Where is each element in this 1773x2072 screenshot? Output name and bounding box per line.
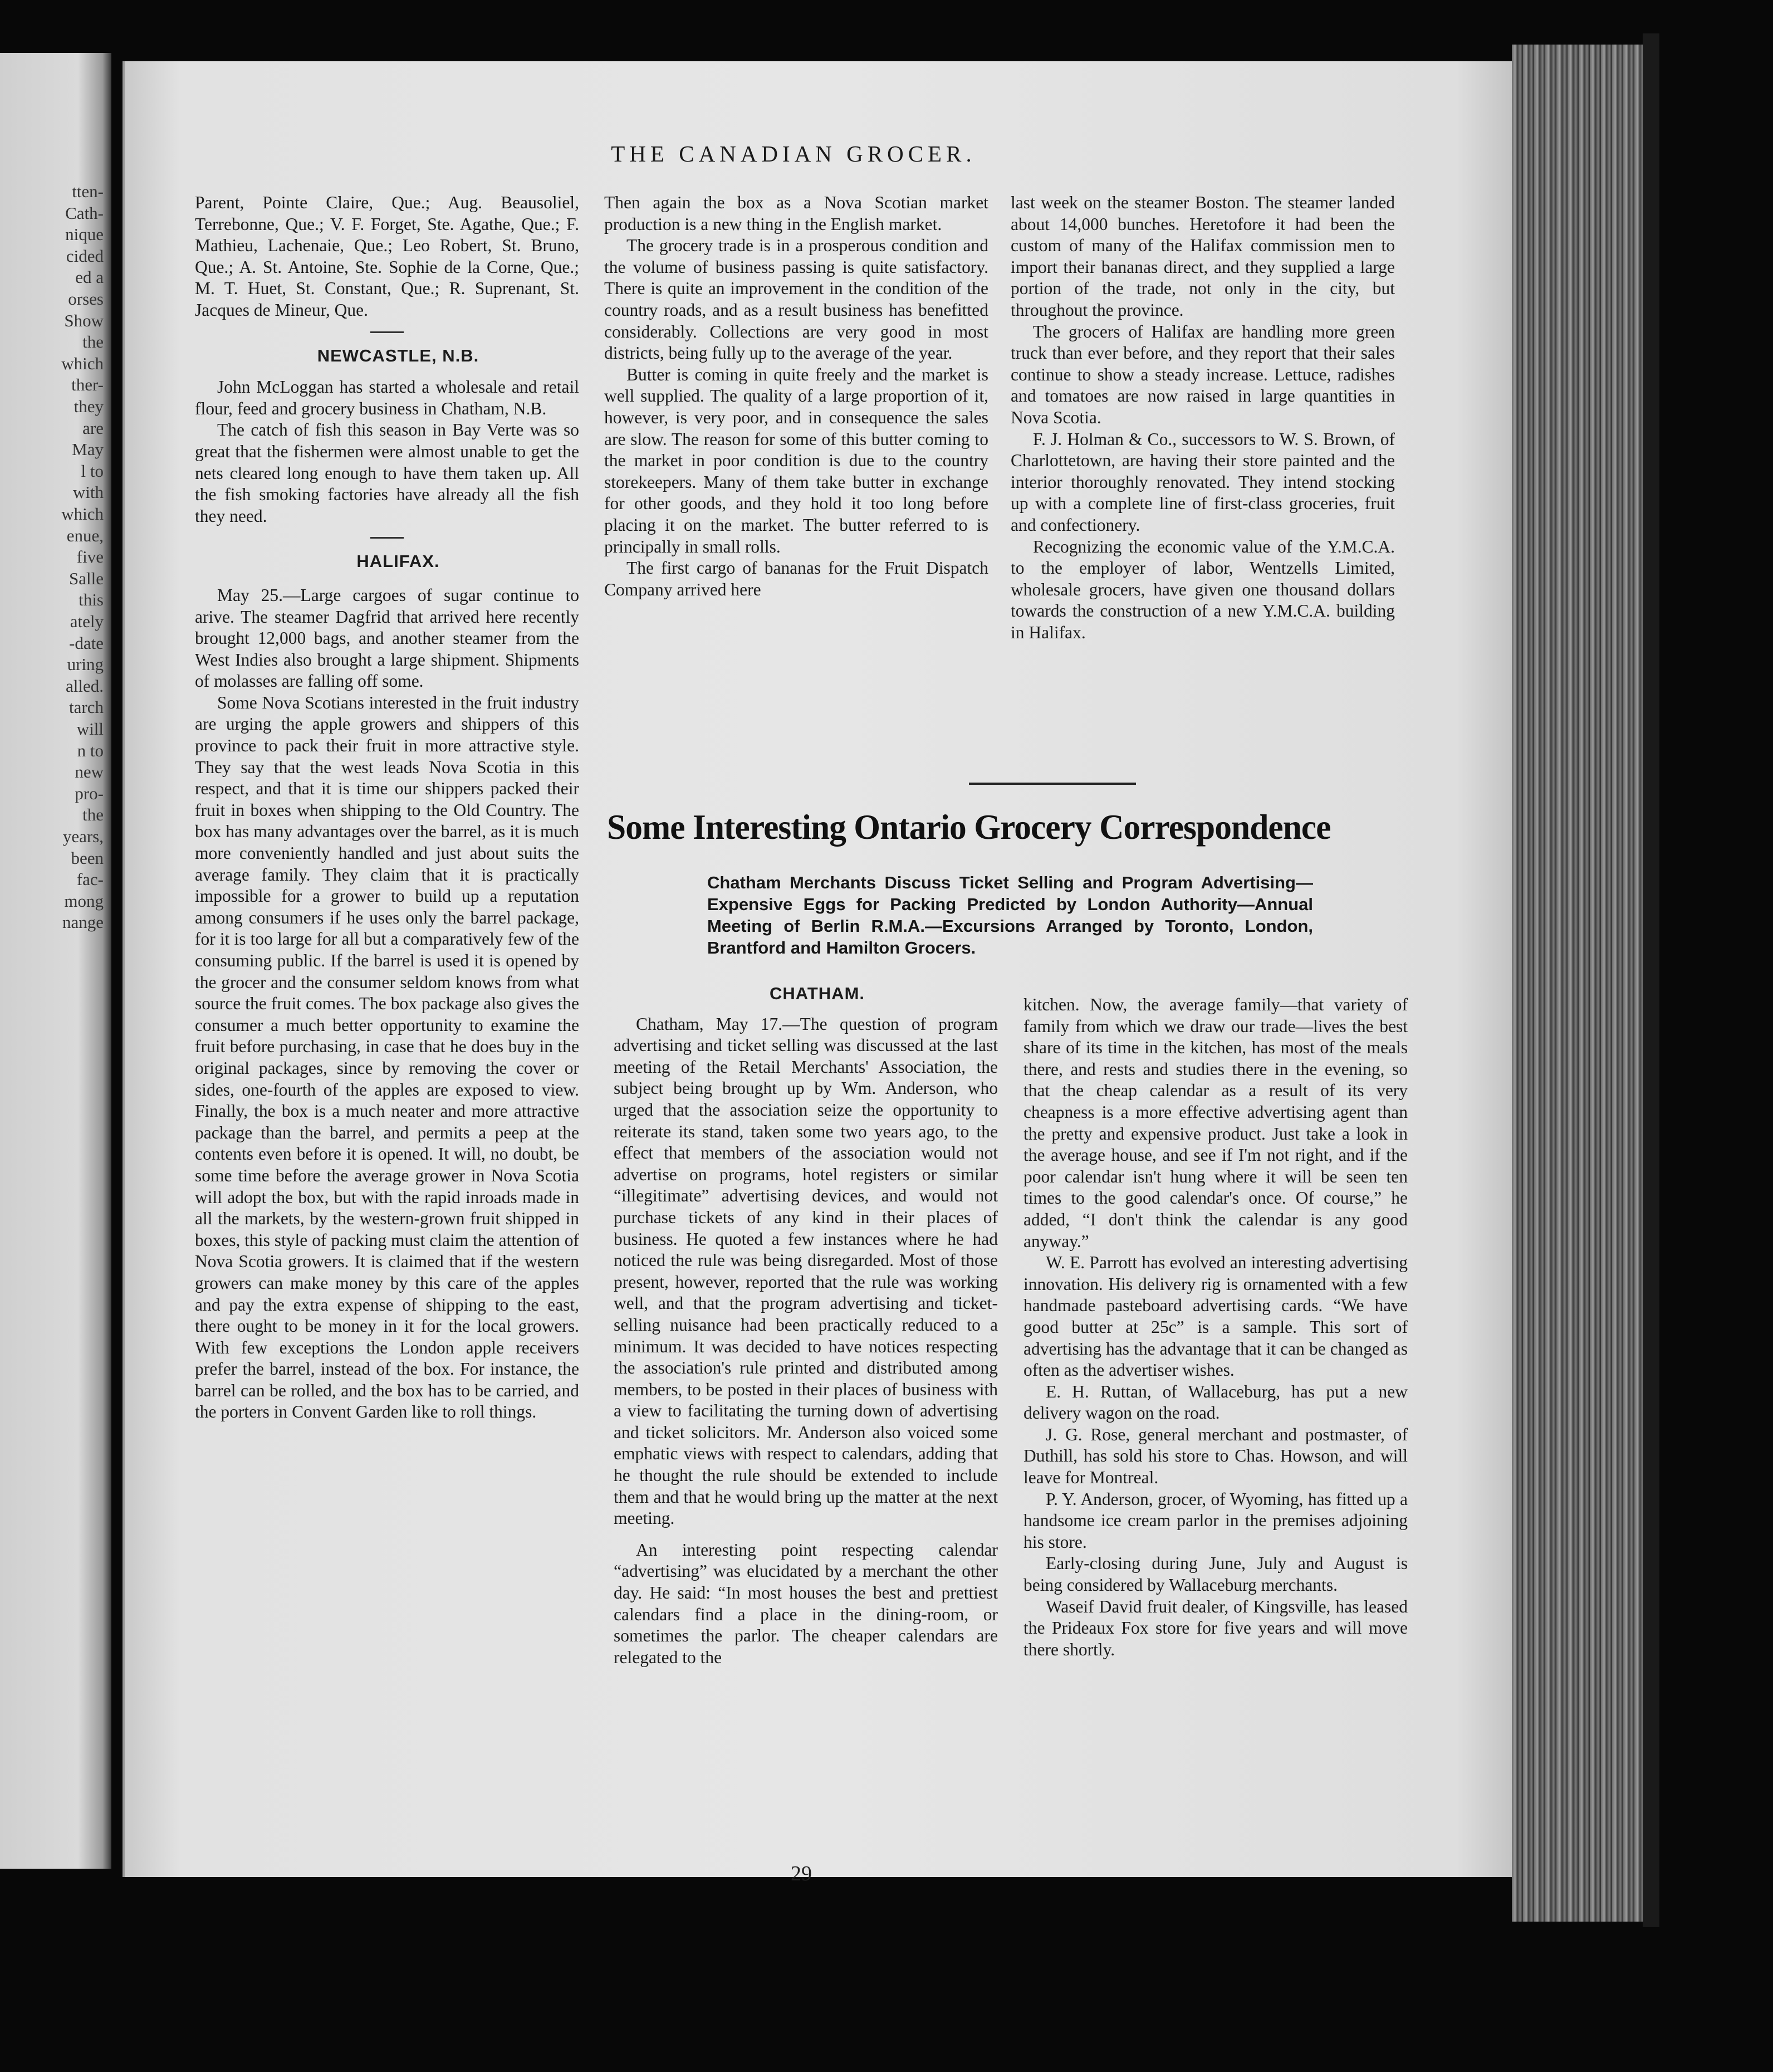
- halifax-paragraph-1: May 25.—Large cargoes of sugar continue to arive. The steamer Dagfrid that arrived here recently brought 12,000 bags, and another steamer from the West Indies also brought a large shipment. Shipments of molasses are falling off some.: [195, 585, 579, 691]
- col5-paragraph-2: E. H. Ruttan, of Wallaceburg, has put a new delivery wagon on the road.: [1023, 1381, 1408, 1423]
- previous-page-fragment: n to: [77, 740, 104, 760]
- previous-page-fragment: tten-: [72, 182, 104, 201]
- previous-page-fragment: new: [75, 762, 104, 782]
- previous-page-fragment: nique: [65, 224, 104, 245]
- previous-page-fragment: alled.: [66, 676, 104, 696]
- previous-page-fragment: this: [79, 590, 104, 610]
- col3-paragraph-0: last week on the steamer Boston. The steamer landed about 14,000 bunches. Heretofore it had been the custom of many of the Halifax commission men to import their bananas direct, and they supplied a large portion of the trade, not only in the city, but throughout the province.: [1011, 193, 1395, 320]
- col2-paragraph-2: Butter is coming in quite freely and the market is well supplied. The quality of a large proportion of it, however, is very poor, and in consequence the sales are slow. The reason for some of this butter coming to the market in poor condition is due to the country storekeepers. Many of them take butter in exchange for other goods, and they hold it too long before placing it on the market. The butter referred to is principally in small rolls.: [604, 364, 988, 556]
- column-5: [1023, 994, 1408, 1660]
- section-rule: [370, 331, 404, 333]
- previous-page-fragment: they: [74, 397, 104, 416]
- newcastle-paragraph-1: John McLoggan has started a wholesale and retail flour, feed and grocery business in Chatham, N.B.: [195, 377, 579, 418]
- previous-page-fragment: years,: [62, 827, 104, 846]
- chatham-paragraph-1: Chatham, May 17.—The question of program advertising and ticket selling was discussed at the last meeting of the Retail Merchants' Association, the subject being brought up by Wm. Anderson, who urged that the association seize the opportunity to reiterate its stand, taken some two years ago, to the effect that members of the association would not advertise on programs, hotel registers or similar “illegitimate” advertising devices, and would not purchase tickets of any kind in their places of business. He quoted a few instances where he had noticed the rule was being disregarded. Most of those present, however, reported that the rule was working well, and that the program advertising and ticket-selling nuisance had been practically reduced to a minimum. It was decided to have notices respecting the association's rule printed and distributed among members, to be posted in their places of business with a view to facilitating the turning down of advertising and ticket solicitors. Mr. Anderson also voiced some emphatic views with respect to calendars, adding that he thought the rule should be extended to include them and that he would bring up the matter at the next meeting.: [614, 1014, 998, 1528]
- book-page-edges: [1512, 45, 1645, 1922]
- previous-page-fragment: the: [82, 332, 104, 352]
- previous-page-fragment: ed a: [75, 267, 104, 287]
- halifax-paragraph-2: Some Nova Scotians interested in the fruit industry are urging the apple growers and shippers of this province to pack their fruit in more attractive style. They say that the west leads Nova Scotia in this respect, and that it is time our shippers packed their fruit in boxes when shipping to the Old Country. The box has many advantages over the barrel, as it is much more conveniently handled and just about suits the average family. They claim that it is practically impossible for a grower to build up a reputation among consumers if he uses only the barrel package, for it is too large for all but a comparatively few of the consuming public. If the barrel is used it is opened by the grocer and the consumer seldom knows from what source the fruit comes. The box package also gives the consumer a much better opportunity to examine the fruit before purchasing, in case that he does buy in the original packages, since by removing the cover or sides, one-fourth of the apples are exposed to view. Finally, the box is a much neater and more attractive package than the barrel, and permits a peep at the contents even before it is opened. It will, no doubt, be some time before the average grower in Nova Scotia will adopt the box, but with the rapid inroads made in all the markets, by the western-grown fruit shipped in boxes, this style of packing must claim the attention of Nova Scotia growers. It is claimed that if the western growers can make money by this care of the apples and pay the extra expense of shipping to the east, there ought to be money in it for the local growers. With few exceptions the London apple receivers prefer the barrel, instead of the box. For instance, the barrel can be rolled, and the box has to be carried, and the porters in Convent Garden like to roll things.: [195, 692, 579, 1422]
- previous-page-fragment: fac-: [76, 869, 104, 890]
- previous-page-fragment: five: [76, 547, 104, 567]
- chatham-paragraph-2: An interesting point respecting calendar “advertising” was elucidated by a merchant the other day. He said: “In most houses the best and prettiest calendars find a place in the dining-room, or sometimes the parlor. The cheaper calendars are relegated to the: [614, 1540, 998, 1667]
- previous-page-fragment: are: [82, 418, 104, 438]
- col1-intro-paragraph: Parent, Pointe Claire, Que.; Aug. Beausoliel, Terrebonne, Que.; V. F. Forget, Ste. Agathe, Que.; F. Mathieu, Lachenaie, Que.; Leo Robert, St. Bruno, Que.; A. St. Antoine, Ste. Sophie de la Corne, Que.; M. T. Huet, St. Constant, Que.; R. Suprenant, St. Jacques de Mineur, Que.: [195, 193, 579, 320]
- binder-strip: [1643, 33, 1659, 1927]
- previous-page-fragment: -date: [69, 633, 104, 653]
- column-2: [604, 192, 988, 600]
- col5-paragraph-4: P. Y. Anderson, grocer, of Wyoming, has fitted up a handsome ice cream parlor in the premises adjoining his store.: [1023, 1489, 1408, 1552]
- previous-page-fragment: the: [82, 805, 104, 825]
- col2-paragraph-0: Then again the box as a Nova Scotian market production is a new thing in the English market.: [604, 193, 988, 234]
- previous-page-fragment: uring: [67, 654, 104, 675]
- previous-page-fragment: nange: [62, 912, 104, 932]
- chatham-heading: CHATHAM.: [770, 984, 865, 1003]
- previous-page-fragment: will: [76, 719, 104, 739]
- previous-page-edge: [0, 53, 111, 1869]
- previous-page-fragment: been: [71, 848, 104, 868]
- page-number: 29: [791, 1862, 812, 1885]
- previous-page-fragment: l to: [81, 461, 104, 481]
- section-rule: [370, 537, 404, 539]
- running-head: THE CANADIAN GROCER.: [611, 141, 976, 167]
- previous-page-fragment: May: [72, 439, 104, 460]
- previous-page-fragment: ately: [70, 612, 104, 631]
- col3-paragraph-2: F. J. Holman & Co., successors to W. S. Brown, of Charlottetown, are having their store painted and the interior thoroughly renovated. They intend stocking up with a complete line of first-class groceries, fruit and confectionery.: [1011, 429, 1395, 535]
- newcastle-paragraph-2: The catch of fish this season in Bay Verte was so great that the fishermen were almost unable to get the nets cleared long enough to have them taken up. All the fish smoking factories have already all the fish they need.: [195, 420, 579, 526]
- col3-paragraph-1: The grocers of Halifax are handling more green truck than ever before, and they report that their sales continue to show a steady increase. Lettuce, radishes and tomatoes are now raised in large quantities in Nova Scotia.: [1011, 321, 1395, 427]
- previous-page-fragment: Salle: [69, 568, 104, 588]
- col5-paragraph-5: Early-closing during June, July and August is being considered by Wallaceburg merchants.: [1023, 1553, 1408, 1595]
- previous-page-fragment: cided: [66, 246, 104, 266]
- col5-paragraph-6: Waseif David fruit dealer, of Kingsville, has leased the Prideaux Fox store for five years and will move there shortly.: [1023, 1596, 1408, 1659]
- previous-page-fragment: mong: [64, 891, 104, 911]
- previous-page-fragment: Cath-: [65, 203, 104, 223]
- column-3: [1011, 192, 1395, 643]
- previous-page-fragment: which: [61, 504, 104, 524]
- column-1: [195, 192, 579, 1423]
- previous-page-fragment: orses: [68, 289, 104, 309]
- col5-paragraph-3: J. G. Rose, general merchant and postmaster, of Duthill, has sold his store to Chas. Howson, and will leave for Montreal.: [1023, 1424, 1408, 1488]
- previous-page-fragment: Show: [64, 310, 104, 330]
- col2-paragraph-3: The first cargo of bananas for the Fruit Dispatch Company arrived here: [604, 558, 988, 599]
- col3-paragraph-3: Recognizing the economic value of the Y.M.C.A. to the employer of labor, Wentzells Limited, wholesale grocers, have given one thousand dollars towards the construction of a new Y.M.C.A. building in Halifax.: [1011, 536, 1395, 642]
- col2-paragraph-1: The grocery trade is in a prosperous condition and the volume of business passing is quite satisfactory. There is quite an improvement in the condition of the country roads, and as a result business has benefitted considerably. Collections are very good in most districts, being fully up to the average of the year.: [604, 236, 988, 363]
- article-headline: Some Interesting Ontario Grocery Correspondence: [607, 807, 1331, 847]
- col5-paragraph-0: kitchen. Now, the average family—that variety of family from which we draw our trade—lives the best share of its time in the kitchen, has most of the meals there, and rests and studies there in the evening, so that the cheap calendar as a result of its very cheapness is a more effective advertising agent than the pretty and expensive product. Just take a look in the average house, and see if I'm not right, and if the poor calendar isn't hung where it will be seen ten times to the good calendar's once. Of course,” he added, “I don't think the calendar is any good anyway.”: [1023, 995, 1408, 1251]
- previous-page-fragment: ther-: [71, 375, 104, 395]
- col5-paragraph-1: W. E. Parrott has evolved an interesting advertising innovation. His delivery rig is ornamented with a few handmade pasteboard advertising cards. “We have good butter at 25c” is a sample. This sort of advertising has the advantage that it can be changed as often as the advertiser wishes.: [1023, 1253, 1408, 1380]
- newcastle-heading: NEWCASTLE, N.B.: [317, 345, 479, 365]
- column-4: [614, 983, 998, 1668]
- headline-divider: [969, 783, 1136, 785]
- previous-page-fragment: enue,: [66, 525, 104, 545]
- previous-page-fragment: which: [61, 353, 104, 373]
- halifax-heading: HALIFAX.: [356, 551, 440, 571]
- article-deck: Chatham Merchants Discuss Ticket Selling and Program Advertising—Expensive Eggs for Packing Predicted by London Authority—Annual Meeting of Berlin R.M.A.—Excursions Arranged by Toronto, London, Brantford and Hamilton Grocers.: [707, 873, 1313, 957]
- previous-page-fragment: with: [72, 482, 104, 502]
- previous-page-fragment: tarch: [69, 697, 104, 717]
- previous-page-fragment: pro-: [75, 783, 104, 803]
